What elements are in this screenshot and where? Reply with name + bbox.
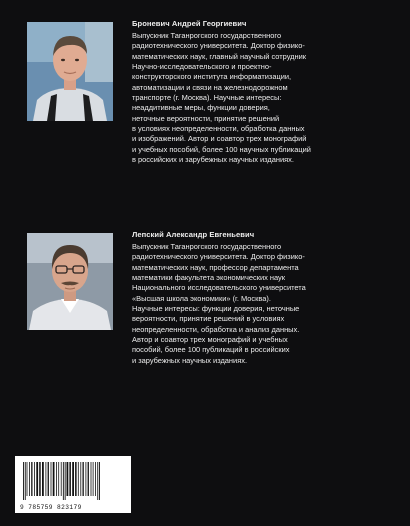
author-photo-lepskiy: [27, 233, 113, 330]
author-name: Лепский Александр Евгеньевич: [132, 230, 255, 239]
isbn-barcode: [15, 456, 131, 513]
author-photo-bronevich: [27, 22, 113, 121]
barcode-bars: [22, 462, 124, 500]
author-name: Броневич Андрей Георгиевич: [132, 19, 247, 28]
author-bio: Выпускник Таганрогского государственного радиотехнического университета. Доктор физико- математических наук, главный научный сотрудник Научно-исследовательского и проектно- конструкторского института информатизации, автоматизации и связи на железнодорожном транспорте (г. Москва). Научные интересы: неаддитивные меры, функции доверия, неточные вероятности, принятие решений в условиях неопределенности, обработка данных и изображений. Автор и соавтор трех монографий и учебных пособий, более 100 научных публикаций в российских и зарубежных научных изданиях.: [132, 31, 311, 165]
author-bio: Выпускник Таганрогского государственного радиотехнического университета. Доктор физико- математических наук, профессор департамента математики факультета экономических наук Национального исследовательского университета «Высшая школа экономики» (г. Москва). Научные интересы: функции доверия, неточные вероятности, принятие решений в условиях неопределенности, обработка и анализ данных. Автор и соавтор трех монографий и учебных пособий, более 100 публикаций в российских и зарубежных научных изданиях.: [132, 242, 306, 365]
isbn-number: 9 785759 823179: [20, 504, 82, 511]
